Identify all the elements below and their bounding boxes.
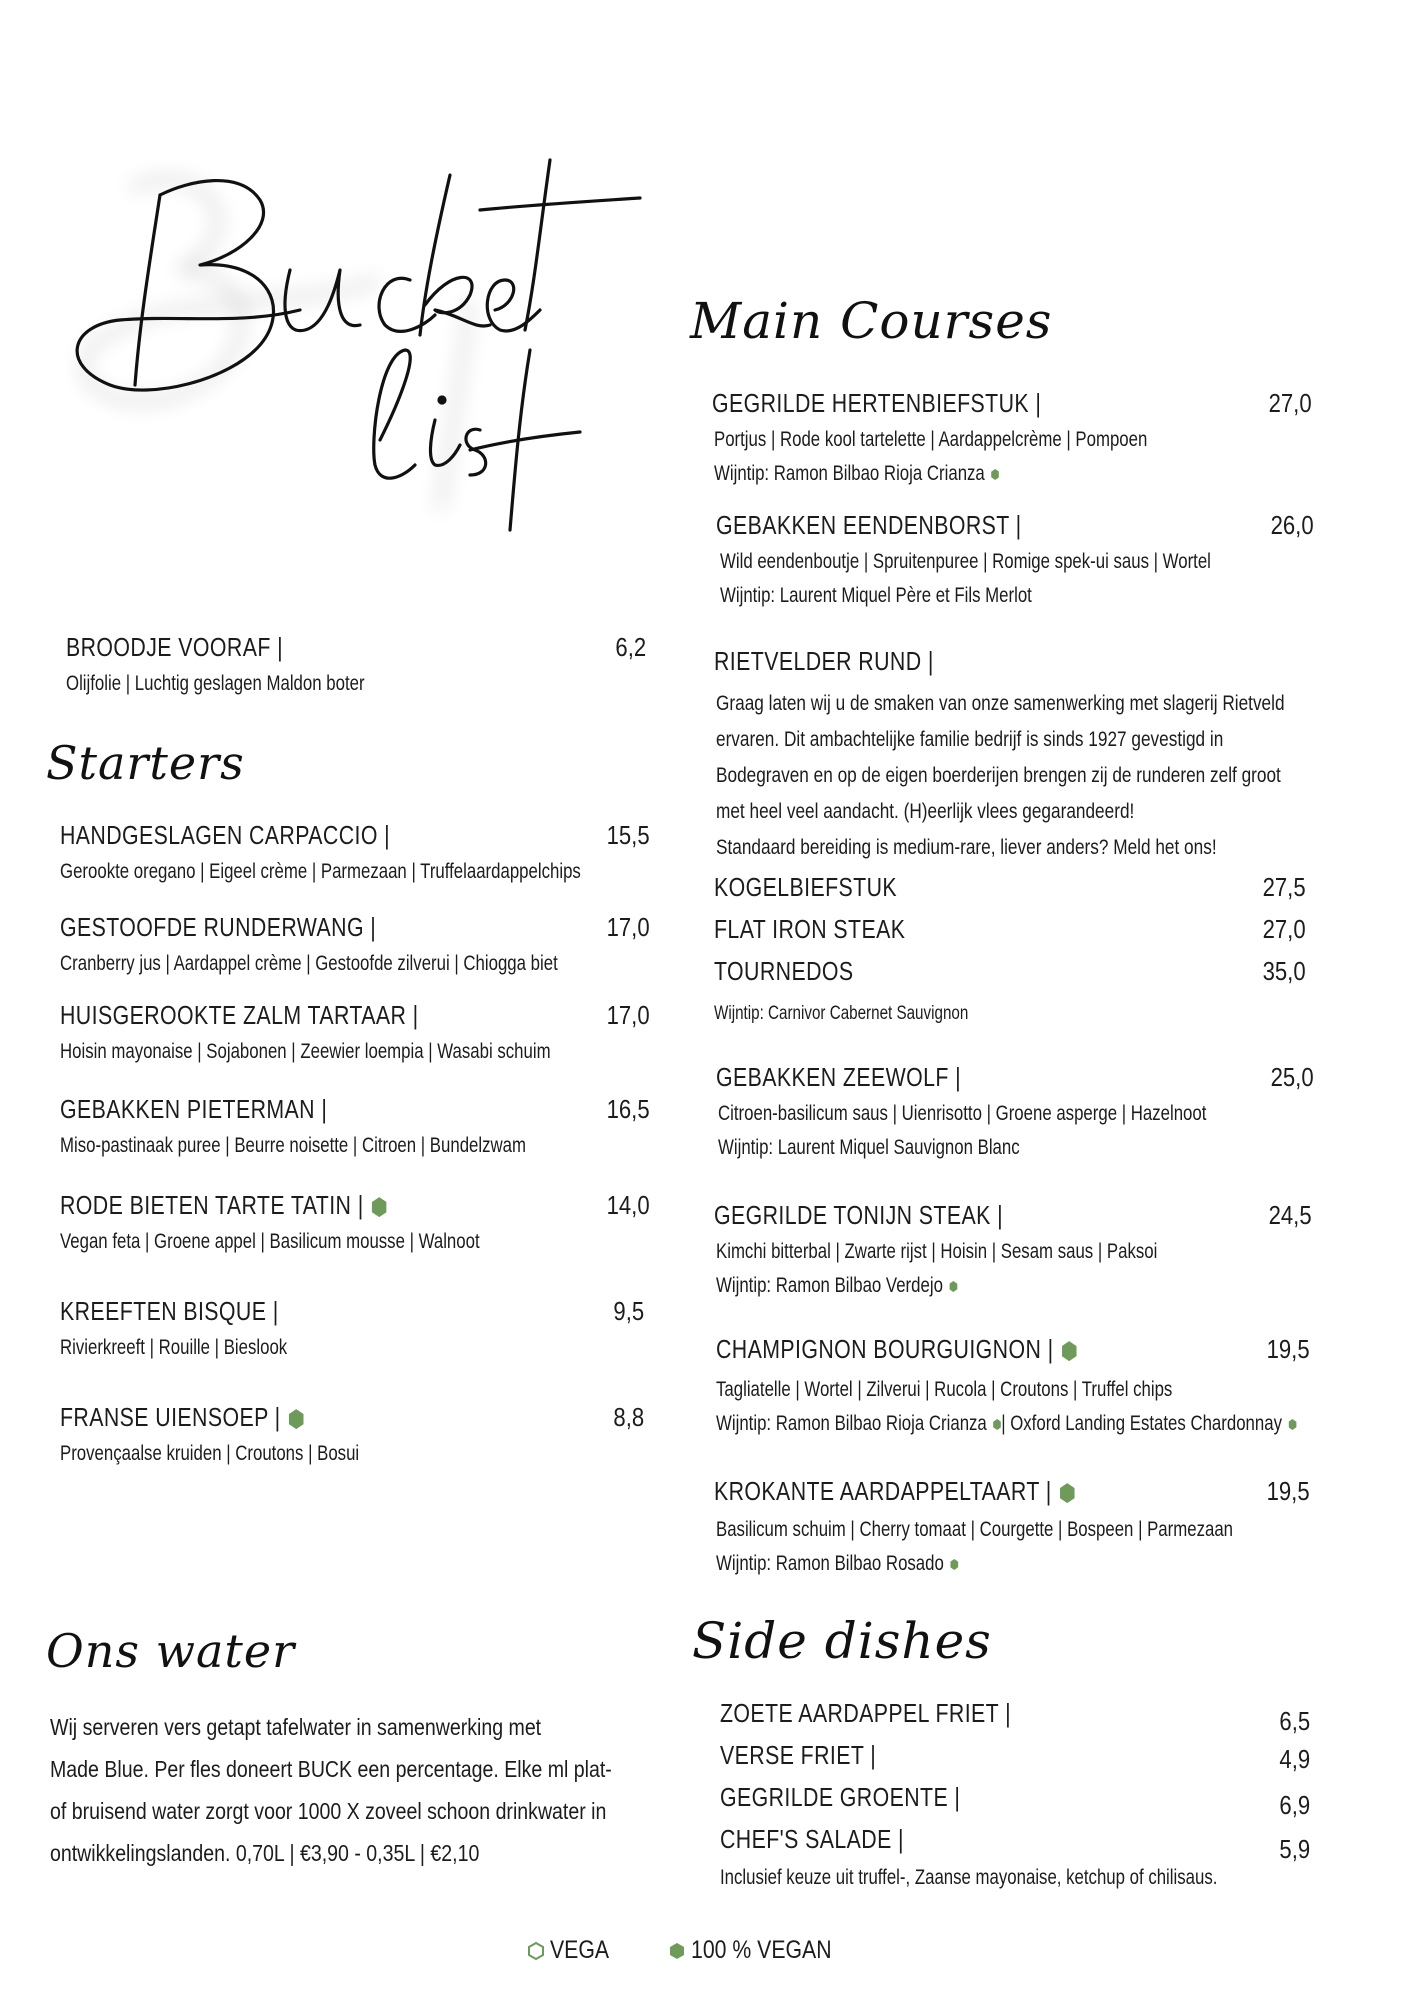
heading-side-dishes: Side dishes (692, 1612, 992, 1670)
item-description: Vegan feta | Groene appel | Basilicum mousse | Walnoot (60, 1230, 480, 1253)
side-name: GEGRILDE GROENTE | (720, 1782, 961, 1812)
item-price: 26,0 (1270, 510, 1314, 540)
water-line: of bruisend water zorgt voor 1000 X zoveel schoon drinkwater in (50, 1798, 607, 1824)
item-price: 25,0 (1270, 1062, 1314, 1092)
starter-zalm-tartaar (60, 1000, 650, 1068)
main-tonijn (714, 1200, 1312, 1302)
item-price: 15,5 (606, 820, 650, 850)
item-name: RODE BIETEN TARTE TATIN | (60, 1190, 387, 1221)
item-name: HUISGEROOKTE ZALM TARTAAR | (60, 1000, 419, 1030)
heading-main-courses: Main Courses (690, 292, 1053, 350)
starter-pieterman (60, 1094, 650, 1162)
item-description: Gerookte oregano | Eigeel crème | Parmezaan | Truffelaardappelchips (60, 860, 581, 883)
water-line: Wij serveren vers getapt tafelwater in samenwerking met (50, 1714, 542, 1740)
side-price: 6,9 (1279, 1790, 1310, 1820)
main-eendenborst (716, 510, 1312, 612)
menu-item-broodje (66, 632, 646, 700)
rund-description: Graag laten wij u de smaken van onze samenwerking met slagerij Rietveld ervaren. Dit ambachtelijke familie bedrijf is sinds 1927 gevestigd in Bodegraven en op de eigen boerderijen brengen zij de runderen zelf groot met heel veel aandacht. (H)eerlijk vlees gegarandeerd! Standaard bereiding is medium-rare, liever anders? Meld het ons! (716, 692, 1285, 859)
vegan-icon (289, 1409, 304, 1429)
item-name: GEGRILDE TONIJN STEAK | (714, 1200, 1004, 1230)
item-name: KROKANTE AARDAPPELTAART | (714, 1476, 1075, 1507)
item-description: Citroen-basilicum saus | Uienrisotto | Groene asperge | Hazelnoot (718, 1102, 1207, 1125)
starter-runderwang (60, 912, 650, 980)
item-description: Tagliatelle | Wortel | Zilverui | Rucola | Croutons | Truffel chips (716, 1378, 1173, 1401)
item-description: Kimchi bitterbal | Zwarte rijst | Hoisin | Sesam saus | Paksoi (716, 1240, 1158, 1263)
item-name: GESTOOFDE RUNDERWANG | (60, 912, 377, 942)
heading-ons-water: Ons water (46, 1624, 296, 1678)
item-price: 6,2 (615, 632, 646, 662)
starter-uiensoep (60, 1402, 650, 1470)
item-description: Hoisin mayonaise | Sojabonen | Zeewier loempia | Wasabi schuim (60, 1040, 551, 1063)
cut-name: TOURNEDOS (714, 956, 854, 986)
item-name: RIETVELDER RUND | (714, 646, 934, 676)
cut-name: FLAT IRON STEAK (714, 914, 906, 944)
item-name: BROODJE VOORAF | (66, 632, 284, 662)
starter-tarte-tatin (60, 1190, 650, 1258)
side-dishes-list (720, 1698, 1310, 1894)
item-description: Wild eendenboutje | Spruitenpuree | Romige spek-ui saus | Wortel (720, 550, 1211, 573)
starter-carpaccio (60, 820, 650, 888)
vegan-icon (1060, 1483, 1075, 1503)
side-price: 5,9 (1279, 1834, 1310, 1864)
diet-legend (528, 1936, 857, 1965)
item-wine: Wijntip: Ramon Bilbao Rioja Crianza | Oxford Landing Estates Chardonnay (716, 1408, 1191, 1440)
main-hertenbiefstuk (712, 388, 1312, 490)
cut-price: 27,5 (1262, 872, 1306, 902)
bucket-list-logo (40, 120, 700, 540)
legend-vega: VEGA (550, 1936, 610, 1964)
side-name: ZOETE AARDAPPEL FRIET | (720, 1698, 1012, 1728)
water-line: ontwikkelingslanden. 0,70L | €3,90 - 0,35L | €2,10 (50, 1840, 480, 1866)
item-description: Portjus | Rode kool tartelette | Aardappelcrème | Pompoen (714, 428, 1148, 451)
cut-price: 27,0 (1262, 914, 1306, 944)
item-price: 17,0 (606, 912, 650, 942)
side-name: VERSE FRIET | (720, 1740, 877, 1770)
water-text (50, 1706, 612, 1874)
main-champignon (716, 1334, 1310, 1440)
main-zeewolf (716, 1062, 1312, 1164)
item-description: Cranberry jus | Aardappel crème | Gestoofde zilverui | Chiogga biet (60, 952, 558, 975)
item-price: 14,0 (606, 1190, 650, 1220)
vegan-icon (949, 1281, 957, 1292)
starter-kreeften-bisque (60, 1296, 650, 1364)
item-wine: Wijntip: Laurent Miquel Sauvignon Blanc (718, 1136, 1020, 1159)
side-price: 4,9 (1279, 1744, 1310, 1774)
item-name: GEBAKKEN EENDENBORST | (716, 510, 1022, 540)
vegan-icon (991, 469, 999, 480)
cut-price: 35,0 (1262, 956, 1306, 986)
item-wine: Wijntip: Ramon Bilbao Rosado (716, 1548, 1191, 1580)
item-price: 9,5 (613, 1296, 644, 1326)
item-name: GEBAKKEN ZEEWOLF | (716, 1062, 962, 1092)
item-description: Miso-pastinaak puree | Beurre noisette | Citroen | Bundelzwam (60, 1134, 526, 1157)
item-name: KREEFTEN BISQUE | (60, 1296, 279, 1326)
item-price: 16,5 (606, 1094, 650, 1124)
main-aardappeltaart (714, 1476, 1310, 1580)
side-name: CHEF'S SALADE | (720, 1824, 905, 1854)
item-wine: Wijntip: Ramon Bilbao Rioja Crianza (714, 458, 1192, 490)
legend-vegan: 100 % VEGAN (691, 1936, 832, 1964)
item-price: 19,5 (1266, 1334, 1310, 1364)
sides-note: Inclusief keuze uit truffel-, Zaanse mayonaise, ketchup of chilisaus. (720, 1866, 1218, 1889)
item-price: 19,5 (1266, 1476, 1310, 1506)
item-description: Rivierkreeft | Rouille | Bieslook (60, 1336, 288, 1359)
vegan-icon (950, 1559, 958, 1570)
water-line: Made Blue. Per fles doneert BUCK een percentage. Elke ml plat- (50, 1756, 612, 1782)
hexagon-filled-icon (669, 1942, 685, 1960)
item-price: 27,0 (1268, 388, 1312, 418)
item-description: Olijfolie | Luchtig geslagen Maldon boter (66, 672, 365, 695)
item-price: 17,0 (606, 1000, 650, 1030)
main-rietvelder-rund (714, 646, 1314, 866)
heading-starters: Starters (46, 736, 245, 790)
vegan-icon (1288, 1419, 1296, 1430)
item-name: FRANSE UIENSOEP | (60, 1402, 304, 1433)
item-price: 8,8 (613, 1402, 644, 1432)
rund-cuts (714, 872, 1306, 1030)
item-wine: Wijntip: Laurent Miquel Père et Fils Merlot (720, 584, 1032, 607)
item-name: GEGRILDE HERTENBIEFSTUK | (712, 388, 1042, 418)
hexagon-outline-icon (528, 1942, 544, 1960)
vegan-icon (372, 1197, 387, 1217)
side-price: 6,5 (1279, 1706, 1310, 1736)
item-wine: Wijntip: Carnivor Cabernet Sauvignon (714, 1003, 969, 1024)
item-description: Basilicum schuim | Cherry tomaat | Courgette | Bospeen | Parmezaan (716, 1518, 1234, 1541)
vegan-icon (1062, 1341, 1077, 1361)
item-wine: Wijntip: Ramon Bilbao Verdejo (716, 1270, 1193, 1302)
item-name: CHAMPIGNON BOURGUIGNON | (716, 1334, 1077, 1365)
cut-name: KOGELBIEFSTUK (714, 872, 898, 902)
item-name: HANDGESLAGEN CARPACCIO | (60, 820, 391, 850)
item-description: Provençaalse kruiden | Croutons | Bosui (60, 1442, 360, 1465)
item-price: 24,5 (1268, 1200, 1312, 1230)
item-name: GEBAKKEN PIETERMAN | (60, 1094, 328, 1124)
